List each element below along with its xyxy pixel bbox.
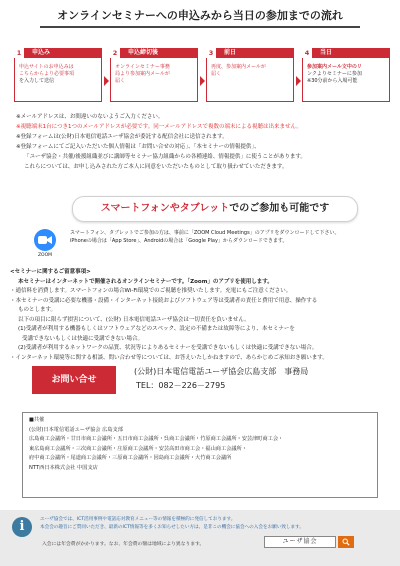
notice-line: (1)受講者が利用する機器もしくはソフトウェアなどのスペック、設定の不備または故障等により、本セミナーを xyxy=(18,326,295,332)
step-line: 再度、参加案内メールが xyxy=(211,64,266,70)
notice-line: ・本セミナーの受講に必要な機器・設備・インターネット接続およびソフトウェア等は受講者の責任と費用で用意、操作する xyxy=(10,297,318,304)
step-3 xyxy=(206,48,294,102)
note-line: ※登録フォームにてご記入いただいた個人情報は「お問い合せの対応」、「本セミナーの情報提供」、 xyxy=(16,144,260,150)
seminar-notice xyxy=(10,268,392,363)
step-line: 申込サイトのお申込みは xyxy=(19,64,74,70)
step-number: 1 xyxy=(14,48,24,58)
note-line: ※視聴端末1台につき1つのメールアドレスが必要です。同一メールアドレスで複数の端末による視聴は出来ません。 xyxy=(16,124,302,130)
notice-line: ・インターネット環境等に関する相談、問い合わせ等については、お答えいたしかねますので、あらかじめご承知おき願います。 xyxy=(10,354,328,361)
cosponsor-line: 府中商工会議所・尾道商工会議所・三原商工会議所・因島商工会議所・大竹商工会議所 xyxy=(29,455,232,461)
notice-line: 受講できないもしくは快適に受講できない場合。 xyxy=(22,335,144,342)
notice-line: 以下の項目に限らず損害について、(公財) 日本電信電話ユーザ協会は一切責任を負いません。 xyxy=(18,316,250,323)
camera-icon xyxy=(38,235,52,245)
step-title: 申込締切後 xyxy=(128,49,159,56)
smartphone-banner xyxy=(72,196,358,222)
notice-subheading: 本セミナーはインターネットで開催されるオンラインセミナーです。「Zoom」のアプリを使用します。 xyxy=(18,278,273,285)
notice-heading: <セミナーに関するご留意事項> xyxy=(10,269,91,275)
footer-line: 本会会の趣旨にご賛同いただき、最新のICT情報等を多くお知らせしたい方は、是非この機会に協会への入会をお願い致します。 xyxy=(40,524,304,530)
step-title: 当日 xyxy=(320,49,333,56)
contact-phone[interactable]: TEL：082－226－2795 xyxy=(136,381,226,390)
zoom-caption: ZOOM xyxy=(37,253,53,258)
arrow-icon xyxy=(296,76,301,86)
footer-text xyxy=(40,516,390,531)
step-line: を入力して送信 xyxy=(19,78,55,84)
step-number: 3 xyxy=(206,48,216,58)
cosponsor-line: (公財)日本電信電話ユーザ協会 広島支部 xyxy=(29,426,123,433)
notes xyxy=(16,112,388,172)
note-line: 「ユーザ協会・共催/後援組織並びに講師等セミナー協力組織からの各種連絡、情報提供」に使うことがあります。 xyxy=(24,154,306,160)
zoom-icon xyxy=(34,229,56,251)
banner-highlight: スマートフォンやタブレット xyxy=(100,203,230,214)
notice-line: ものとします。 xyxy=(18,307,57,313)
search-icon xyxy=(342,538,350,546)
step-line: 参加案内メール文中のリ xyxy=(307,64,362,70)
step-line: ※30分前から入場可能 xyxy=(307,78,358,84)
page-title: オンラインセミナーへの申込みから当日の参加までの流れ xyxy=(40,8,360,28)
note-line: ※登録フォームは(公財)日本電信電話ユーザ協会が委託する配信会社に送信されます。 xyxy=(16,134,228,140)
contact-label: お問い合せ xyxy=(32,366,116,394)
step-line: 局より参加案内メールが xyxy=(115,71,170,77)
step-line: ンクよりセミナーに参加 xyxy=(307,71,362,77)
zoom-line: iPhoneの場合は「App Store」、Androidの場合は「Google Play」からダウンロードできます。 xyxy=(70,238,288,244)
step-title: 前日 xyxy=(224,49,237,56)
step-4 xyxy=(302,48,390,102)
step-line: 届く xyxy=(211,71,222,77)
cosponsor-line: 広島商工会議所・廿日市商工会議所・五日市商工会議所・呉商工会議所・竹原商工会議所・安芸津町商工会・ xyxy=(29,436,284,442)
notice-line: (2)受講者が利用するネットワークの品質、状況等によりあるセミナーを受講できないもしくは快適に受講できない場合。 xyxy=(18,345,318,351)
banner-text: でのご参加も可能です xyxy=(229,203,330,214)
step-2 xyxy=(110,48,198,102)
note-line: ※メールアドレスは、お間違いのないようご入力ください。 xyxy=(16,114,164,120)
zoom-line: スマートフォン、タブレットでご参加の方は、事前に「ZOOM Cloud Meetings」のアプリをダウンロードして下さい。 xyxy=(70,230,340,236)
step-line: オンラインセミナー事務 xyxy=(115,64,170,70)
cosponsor-heading: ■共催 xyxy=(29,417,45,423)
step-number: 2 xyxy=(110,48,120,58)
search-input[interactable]: ユーザ協会 xyxy=(264,536,336,548)
contact-org: (公財)日本電信電話ユーザ協会広島支部 事務局 xyxy=(134,367,309,376)
step-line: 届く xyxy=(115,78,126,84)
search-button[interactable] xyxy=(338,536,354,548)
arrow-icon xyxy=(104,76,109,86)
step-1 xyxy=(14,48,102,102)
step-line: こちらからより必要事項 xyxy=(19,71,75,77)
step-number: 4 xyxy=(302,48,312,58)
info-icon: i xyxy=(12,517,32,537)
arrow-icon xyxy=(200,76,205,86)
zoom-instructions xyxy=(70,229,390,245)
process-steps xyxy=(14,48,388,102)
cosponsor-box xyxy=(22,412,378,498)
cosponsor-line: NTT西日本株式会社 中国支店 xyxy=(29,464,98,471)
cosponsor-line: 東広島商工会議所・三次商工会議所・庄原商工会議所・安芸高田市商工会・福山商工会議所・ xyxy=(29,445,247,452)
notice-line: ・通信料を消費します。スマートフォンの場合Wi-Fi環境でのご視聴を推奨いたします。充電にもご注意ください。 xyxy=(10,288,292,294)
footer-fee-note: 入会には年会費がかかります。なお、年会費の額は地域により異なります。 xyxy=(42,542,205,547)
footer-line: ユーザ協会では、ICT活用事例や電話応対教育メニュー等の情報を積極的に発信しております。 xyxy=(40,517,236,522)
note-line: これらについては、お申し込みされた方ご本人に同意をいただいたものとして取り扱わせていただきます。 xyxy=(24,164,288,170)
step-title: 申込み xyxy=(32,49,51,56)
